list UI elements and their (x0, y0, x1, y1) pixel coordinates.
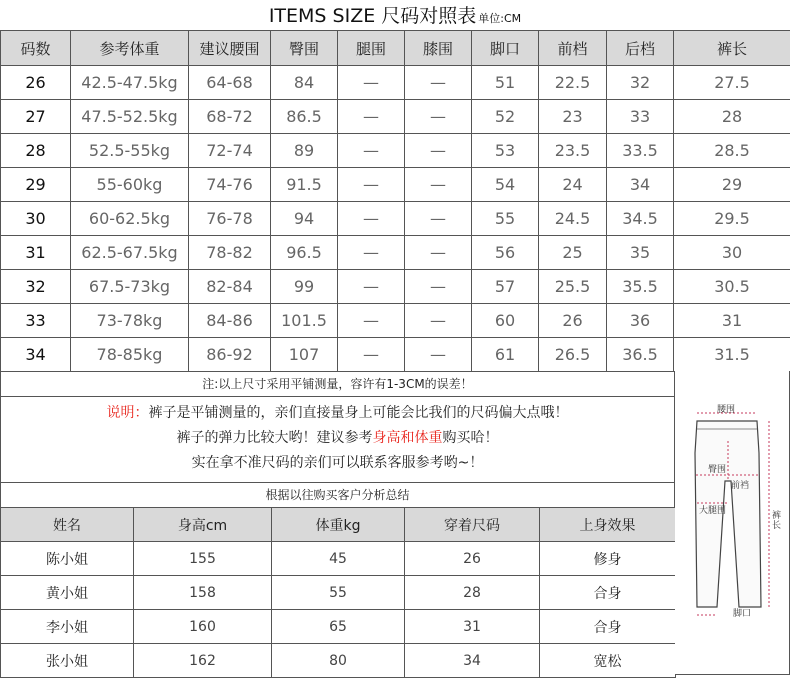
customer-column-header: 姓名 (1, 508, 134, 542)
measure-cell: 94 (271, 202, 338, 236)
measure-cell: 68-72 (189, 100, 271, 134)
measure-cell: — (405, 236, 472, 270)
diagram-label-thigh: 大腿围 (699, 506, 726, 516)
description-text-1: 裤子是平铺测量的，亲们直接量身上可能会比我们的尺码偏大点哦！ (149, 405, 569, 421)
size-cell: 34 (1, 338, 71, 372)
size-row (1, 134, 790, 168)
measure-cell: 42.5-47.5kg (71, 66, 189, 100)
size-cell: 27 (1, 100, 71, 134)
measure-cell: 99 (271, 270, 338, 304)
size-cell: 33 (1, 304, 71, 338)
measure-cell: 74-76 (189, 168, 271, 202)
description-line-3: 实在拿不准尺码的亲们可以联系客服参考哟~！ (1, 451, 674, 476)
measure-cell: — (405, 270, 472, 304)
customer-column-header: 上身效果 (540, 508, 676, 542)
measure-cell: 31.5 (674, 338, 790, 372)
customer-value-cell: 修身 (540, 542, 676, 576)
size-column-header: 膝围 (405, 31, 472, 66)
size-row (1, 168, 790, 202)
measure-cell: — (338, 100, 405, 134)
measure-cell: 89 (271, 134, 338, 168)
customer-column-header: 身高cm (134, 508, 272, 542)
analysis-title: 根据以往购买客户分析总结 (0, 482, 675, 508)
size-column-header: 后档 (607, 31, 674, 66)
size-column-header: 裤长 (674, 31, 790, 66)
customer-table-header (1, 508, 676, 542)
size-row (1, 236, 790, 270)
measure-cell: 25.5 (539, 270, 607, 304)
diagram-label-hem: 脚口 (733, 609, 751, 619)
size-cell: 29 (1, 168, 71, 202)
measure-cell: — (405, 304, 472, 338)
measure-cell: — (338, 270, 405, 304)
customer-value-cell: 26 (405, 542, 540, 576)
customer-value-cell: 65 (272, 610, 405, 644)
size-row (1, 270, 790, 304)
measure-cell: 64-68 (189, 66, 271, 100)
measure-cell: 35.5 (607, 270, 674, 304)
customer-value-cell: 宽松 (540, 644, 676, 678)
measure-cell: 57 (472, 270, 539, 304)
description-block (0, 397, 675, 482)
measure-cell: 86-92 (189, 338, 271, 372)
measure-cell: 34 (607, 168, 674, 202)
measure-cell: 30 (674, 236, 790, 270)
measure-cell: 27.5 (674, 66, 790, 100)
measure-cell: 60 (472, 304, 539, 338)
size-row (1, 304, 790, 338)
measure-cell: 29 (674, 168, 790, 202)
measure-cell: 52 (472, 100, 539, 134)
diagram-label-hip: 臀围 (708, 465, 726, 475)
measure-cell: 55-60kg (71, 168, 189, 202)
measure-cell: 72-74 (189, 134, 271, 168)
size-row (1, 338, 790, 372)
measure-cell: 78-85kg (71, 338, 189, 372)
measure-cell: — (338, 168, 405, 202)
measure-cell: 53 (472, 134, 539, 168)
measure-cell: — (338, 304, 405, 338)
measure-cell: 107 (271, 338, 338, 372)
measure-cell: — (405, 66, 472, 100)
customer-row (1, 644, 676, 678)
measure-cell: 35 (607, 236, 674, 270)
measure-cell: 52.5-55kg (71, 134, 189, 168)
customer-row (1, 576, 676, 610)
customer-value-cell: 31 (405, 610, 540, 644)
customer-value-cell: 45 (272, 542, 405, 576)
size-column-header: 参考体重 (71, 31, 189, 66)
pants-diagram (675, 371, 790, 675)
customer-value-cell: 合身 (540, 576, 676, 610)
measure-cell: — (405, 202, 472, 236)
measure-cell: 25 (539, 236, 607, 270)
measure-cell: 29.5 (674, 202, 790, 236)
customer-row (1, 610, 676, 644)
size-cell: 32 (1, 270, 71, 304)
measure-cell: — (405, 100, 472, 134)
measure-cell: 26 (539, 304, 607, 338)
measure-cell: 67.5-73kg (71, 270, 189, 304)
customer-table (0, 507, 676, 678)
page-title (0, 0, 790, 30)
description-text-2b: 购买哈！ (443, 430, 499, 446)
size-column-header: 前档 (539, 31, 607, 66)
measure-cell: 78-82 (189, 236, 271, 270)
description-label: 说明： (107, 405, 149, 421)
description-line-2 (1, 426, 674, 451)
measurement-note: 注:以上尺寸采用平铺测量，容许有1-3CM的误差！ (0, 371, 675, 397)
measure-cell: 51 (472, 66, 539, 100)
measure-cell: 33.5 (607, 134, 674, 168)
size-row (1, 66, 790, 100)
measure-cell: 54 (472, 168, 539, 202)
customer-name-cell: 李小姐 (1, 610, 134, 644)
diagram-label-crotch: 前裆 (731, 481, 749, 491)
description-highlight: 身高和体重 (373, 430, 443, 446)
title-text: ITEMS SIZE 尺码对照表 (269, 5, 476, 27)
measure-cell: 96.5 (271, 236, 338, 270)
size-cell: 28 (1, 134, 71, 168)
measure-cell: 36 (607, 304, 674, 338)
customer-value-cell: 162 (134, 644, 272, 678)
customer-name-cell: 张小姐 (1, 644, 134, 678)
customer-value-cell: 160 (134, 610, 272, 644)
measure-cell: 24.5 (539, 202, 607, 236)
measure-cell: — (338, 202, 405, 236)
measure-cell: 101.5 (271, 304, 338, 338)
customer-column-header: 体重kg (272, 508, 405, 542)
customer-value-cell: 55 (272, 576, 405, 610)
size-cell: 30 (1, 202, 71, 236)
customer-value-cell: 34 (405, 644, 540, 678)
measure-cell: — (338, 66, 405, 100)
size-column-header: 臀围 (271, 31, 338, 66)
description-line-1 (1, 401, 674, 426)
measure-cell: — (338, 338, 405, 372)
measure-cell: 47.5-52.5kg (71, 100, 189, 134)
measure-cell: 76-78 (189, 202, 271, 236)
measure-cell: 22.5 (539, 66, 607, 100)
diagram-label-length: 裤长 (772, 511, 782, 531)
measure-cell: 36.5 (607, 338, 674, 372)
measure-cell: 91.5 (271, 168, 338, 202)
measure-cell: — (338, 134, 405, 168)
customer-value-cell: 合身 (540, 610, 676, 644)
size-column-header: 建议腰围 (189, 31, 271, 66)
size-table (0, 30, 790, 372)
customer-name-cell: 黄小姐 (1, 576, 134, 610)
measure-cell: 84-86 (189, 304, 271, 338)
measure-cell: 26.5 (539, 338, 607, 372)
measure-cell: 34.5 (607, 202, 674, 236)
customer-name-cell: 陈小姐 (1, 542, 134, 576)
measure-cell: 60-62.5kg (71, 202, 189, 236)
measure-cell: 32 (607, 66, 674, 100)
size-cell: 26 (1, 66, 71, 100)
measure-cell: 55 (472, 202, 539, 236)
measure-cell: — (405, 168, 472, 202)
measure-cell: 30.5 (674, 270, 790, 304)
measure-cell: 28 (674, 100, 790, 134)
measure-cell: 82-84 (189, 270, 271, 304)
title-unit: 单位:CM (478, 12, 521, 25)
measure-cell: 86.5 (271, 100, 338, 134)
customer-column-header: 穿着尺码 (405, 508, 540, 542)
size-row (1, 100, 790, 134)
measure-cell: 28.5 (674, 134, 790, 168)
measure-cell: 73-78kg (71, 304, 189, 338)
customer-value-cell: 155 (134, 542, 272, 576)
measure-cell: 24 (539, 168, 607, 202)
measure-cell: 31 (674, 304, 790, 338)
size-cell: 31 (1, 236, 71, 270)
customer-value-cell: 158 (134, 576, 272, 610)
measure-cell: 61 (472, 338, 539, 372)
measure-cell: — (405, 338, 472, 372)
customer-value-cell: 80 (272, 644, 405, 678)
measure-cell: 84 (271, 66, 338, 100)
measure-cell: 23 (539, 100, 607, 134)
size-row (1, 202, 790, 236)
size-table-header (1, 31, 790, 66)
measure-cell: 62.5-67.5kg (71, 236, 189, 270)
measure-cell: 33 (607, 100, 674, 134)
description-text-2a: 裤子的弹力比较大哟！建议参考 (177, 430, 373, 446)
measure-cell: — (405, 134, 472, 168)
measure-cell: — (338, 236, 405, 270)
measure-cell: 56 (472, 236, 539, 270)
size-column-header: 腿围 (338, 31, 405, 66)
measure-cell: 23.5 (539, 134, 607, 168)
size-column-header: 码数 (1, 31, 71, 66)
size-column-header: 脚口 (472, 31, 539, 66)
customer-row (1, 542, 676, 576)
diagram-label-waist: 腰围 (717, 405, 735, 415)
customer-value-cell: 28 (405, 576, 540, 610)
